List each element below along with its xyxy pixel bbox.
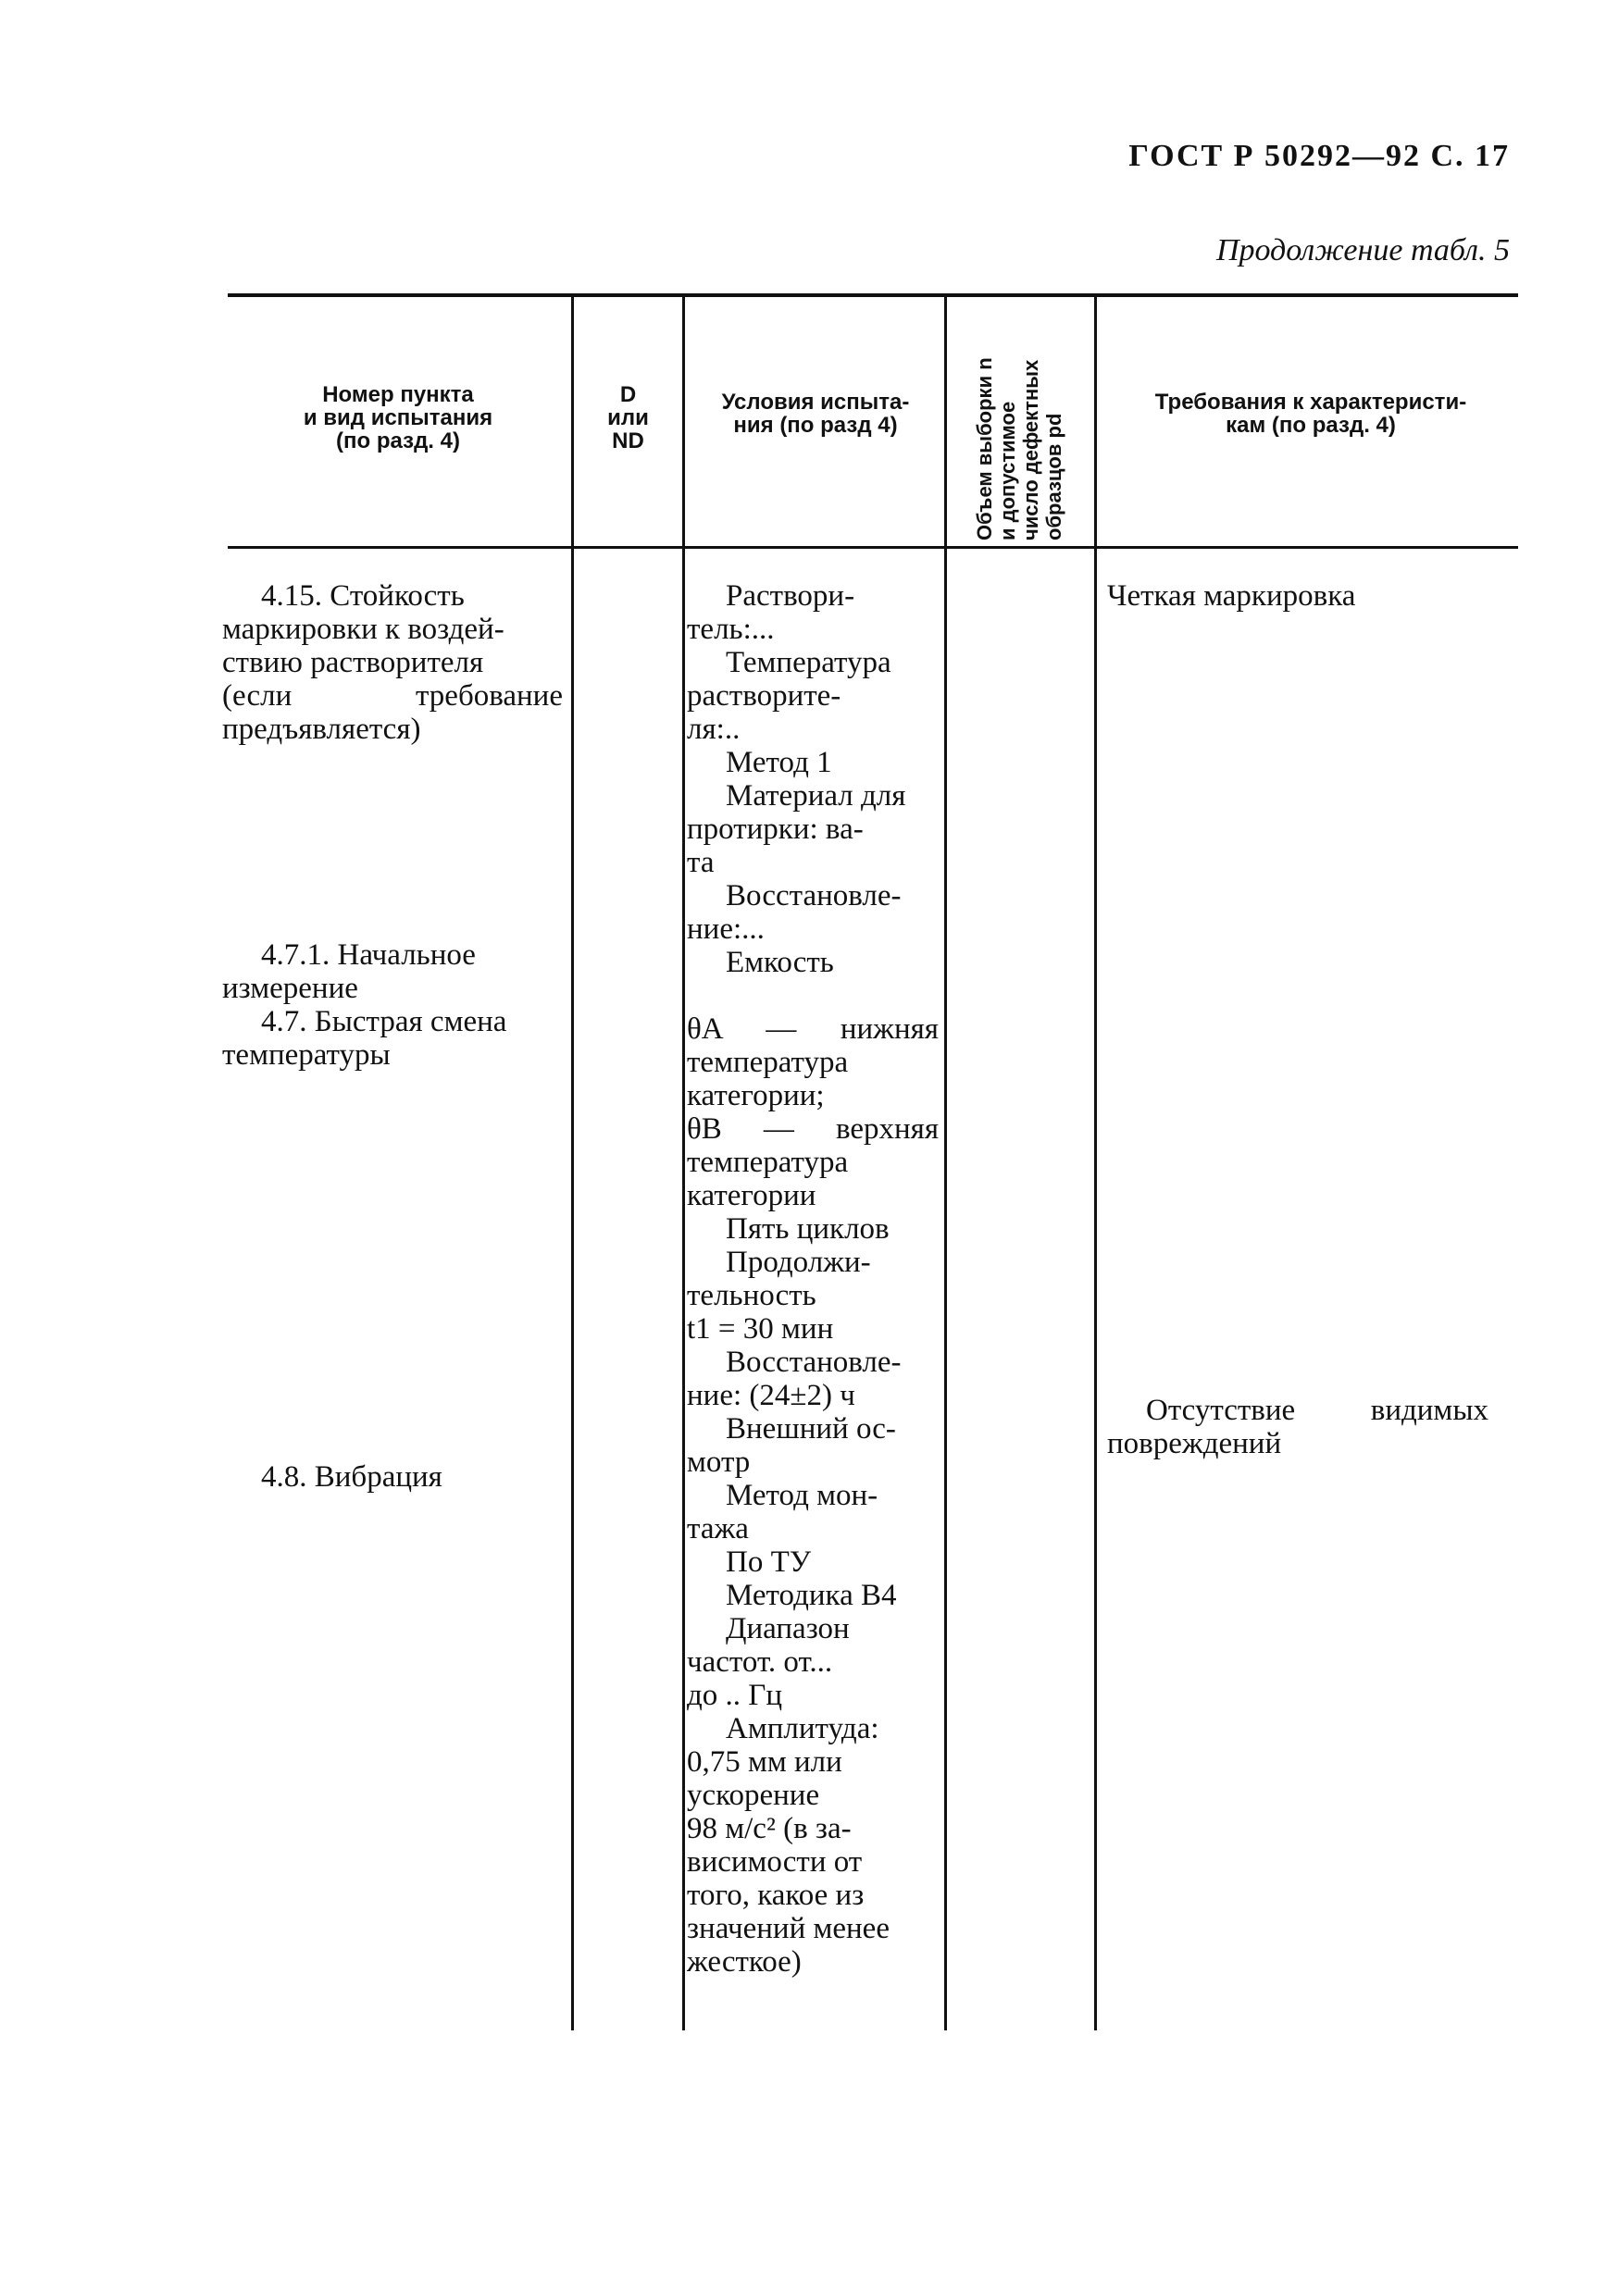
requirement-clear-marking: Четкая маркировка	[1107, 579, 1356, 613]
column-header-conditions: Условия испыта- ния (по разд 4)	[721, 390, 910, 438]
column-header-requirements: Требования к характеристи- кам (по разд. 4)	[1154, 390, 1467, 438]
column-header-sample-size: Объем выборки n и допустимое число дефектных образцов pd	[973, 357, 1065, 540]
page-header: ГОСТ Р 50292—92 С. 17	[1128, 139, 1510, 173]
column-header-d-nd: D или ND	[607, 382, 649, 453]
item-4-15-text: 4.15. Стойкость маркировки к воздей- ствию растворителя (если требование предъявляется)	[222, 579, 563, 746]
item-4-7-1-text: 4.7.1. Начальное измерение	[222, 938, 476, 1005]
table-header-rule	[228, 546, 1518, 549]
item-4-8-text: 4.8. Вибрация	[261, 1460, 442, 1494]
table-continuation-label: Продолжение табл. 5	[1215, 233, 1510, 267]
table-top-rule	[228, 293, 1518, 297]
requirement-no-visible-damage: Отсутствие видимых повреждений	[1107, 1394, 1488, 1460]
column-divider-3	[944, 296, 947, 2030]
test-conditions-text: Раствори- тель:... Температура растворите- ля:.. Метод 1 Материал для протирки: ва- та Восстановле- ние:... Емкость θA — нижняя температура категории; θB — верхняя температура категории Пять циклов Продолжи- тельность t1 = 30 мин Восстановле- ние: (24±2) ч Внешний ос- мотр Метод мон- тажа По ТУ Методика B4 Диапазон частот. от... до .. Гц Амплитуда: 0,75 мм или ускорение 98 м/с² (в за- висимости от того, какое из значений менее жесткое)	[687, 579, 939, 1979]
column-header-item: Номер пункта и вид испытания (по разд. 4)	[303, 382, 493, 453]
column-divider-2	[682, 296, 685, 2030]
column-divider-1	[571, 296, 574, 2030]
column-divider-4	[1094, 296, 1097, 2030]
item-4-7-text: 4.7. Быстрая смена температуры	[222, 1005, 507, 1072]
